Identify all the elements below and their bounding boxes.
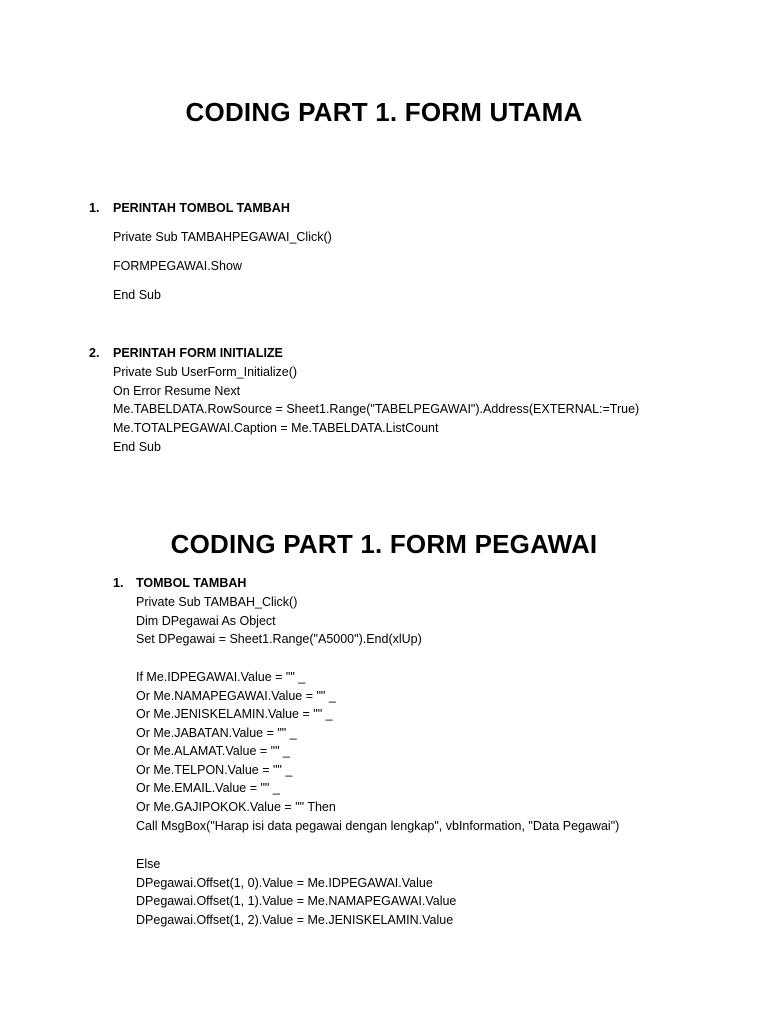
code-line: Or Me.GAJIPOKOK.Value = "" Then [136,800,336,814]
part2-item1-number: 1. [113,576,124,590]
code-line: FORMPEGAWAI.Show [113,259,242,273]
code-line: Call MsgBox("Harap isi data pegawai dengan lengkap", vbInformation, "Data Pegawai") [136,819,620,833]
code-line: On Error Resume Next [113,384,241,398]
code-line: End Sub [113,288,161,302]
part1-item2-heading: PERINTAH FORM INITIALIZE [113,346,283,360]
code-line: Or Me.EMAIL.Value = "" _ [136,781,280,795]
code-line: Private Sub TAMBAH_Click() [136,595,298,609]
part2-item1-heading: TOMBOL TAMBAH [136,576,247,590]
code-line: Or Me.JENISKELAMIN.Value = "" _ [136,707,333,721]
code-line: If Me.IDPEGAWAI.Value = "" _ [136,670,306,684]
code-line: Else [136,857,161,871]
code-line: Or Me.NAMAPEGAWAI.Value = "" _ [136,689,336,703]
part1-title: CODING PART 1. FORM UTAMA [185,97,583,127]
part1-item1-number: 1. [89,201,100,215]
part1-item2-number: 2. [89,346,100,360]
code-line: Or Me.JABATAN.Value = "" _ [136,726,297,740]
code-line: DPegawai.Offset(1, 1).Value = Me.NAMAPEGAWAI.Value [136,894,457,908]
code-line: Set DPegawai = Sheet1.Range("A5000").End(xlUp) [136,632,422,646]
part2-title: CODING PART 1. FORM PEGAWAI [170,529,598,559]
code-line: Private Sub UserForm_Initialize() [113,365,298,379]
code-line: Me.TOTALPEGAWAI.Caption = Me.TABELDATA.ListCount [113,421,439,435]
code-line: DPegawai.Offset(1, 0).Value = Me.IDPEGAWAI.Value [136,876,433,890]
code-line: Or Me.TELPON.Value = "" _ [136,763,293,777]
code-line: Private Sub TAMBAHPEGAWAI_Click() [113,230,332,244]
code-line: DPegawai.Offset(1, 2).Value = Me.JENISKELAMIN.Value [136,913,454,927]
code-line: End Sub [113,440,161,454]
code-line: Dim DPegawai As Object [136,614,276,628]
part1-item1-heading: PERINTAH TOMBOL TAMBAH [113,201,290,215]
code-line: Me.TABELDATA.RowSource = Sheet1.Range("TABELPEGAWAI").Address(EXTERNAL:=True) [113,402,640,416]
code-line: Or Me.ALAMAT.Value = "" _ [136,744,290,758]
